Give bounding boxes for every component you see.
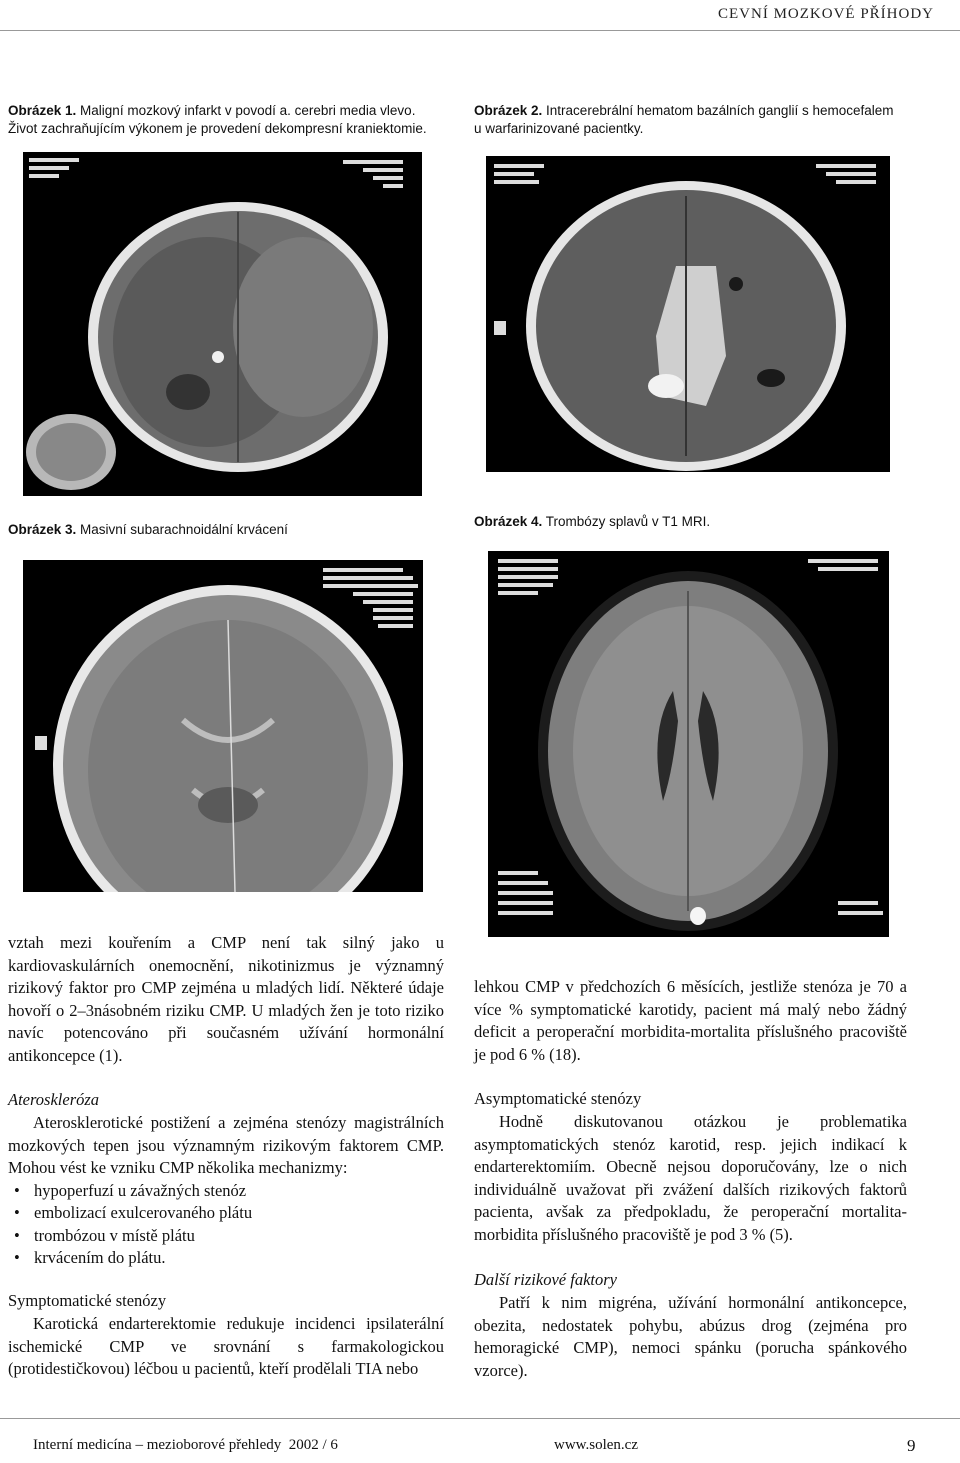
symptomatic-section (8, 1313, 444, 1381)
list-item: • krvácením do plátu. (8, 1247, 444, 1270)
list-item: • hypoperfuzí u závažných stenóz (8, 1180, 444, 1203)
figure-2-ct-image (486, 156, 890, 472)
figure-1-ct-image (23, 152, 422, 496)
asymptomatic-section (474, 1111, 907, 1246)
figure-3-label: Obrázek 3. (8, 522, 77, 537)
mechanism-list (8, 1180, 444, 1270)
symptomatic-paragraph: Karotická endarterektomie redukuje incidenci ipsilaterální ischemické CMP ve srovnání s farmakologickou (protidestičkovou) léčbou u pacientů, kteří prodělali TIA nebo (8, 1314, 444, 1378)
other-factors-paragraph: Patří k nim migréna, užívání hormonální antikoncepce, obezita, nedostatek pohybu, abúzus drog (zejména pro hemoragické CMP), nemoci spánku (porucha spánkového vzorce). (474, 1293, 907, 1380)
journal-name: Interní medicína – mezioborové přehledy 2002 / 6 (33, 1437, 338, 1453)
intro-paragraph: vztah mezi kouřením a CMP není tak silný jako u kardiovaskulárních onemocnění, nikotinizmus je významný rizikový faktor pro CMP zejména u mladých lidí. Některé údaje hovoří o 2–3násobném riziku CMP. U mladých žen je toto riziko navíc potencováno při současném užívání hormonální antikoncepce (1). (8, 933, 444, 1065)
figure-1-label: Obrázek 1. (8, 103, 77, 118)
figure-1-caption (8, 102, 428, 138)
asymptomatic-paragraph: Hodně diskutovanou otázkou je problematika asymptomatických stenóz karotid, resp. jejich indikací k endarterektomiím. Obecně nejsou doporučovány, lze o nich individuálně uvažovat při zvážení dalších rizikových faktorů pacienta, avšak za předpokladu, že peroperační mortalita-morbidita příslušného pracoviště je pod 3 % (5). (474, 1112, 907, 1244)
footer-rule (0, 1418, 960, 1419)
other-factors-heading: Další rizikové faktory (474, 1270, 617, 1289)
asymptomatic-heading: Asymptomatické stenózy (474, 1089, 642, 1108)
figure-4-label: Obrázek 4. (474, 514, 543, 529)
list-item: • trombózou v místě plátu (8, 1225, 444, 1248)
right-column (474, 976, 907, 1066)
other-factors-section (474, 1292, 907, 1382)
figure-2-text: Intracerebrální hematom bazálních ganglií s hemocefalem u warfarinizované pacientky. (474, 103, 894, 136)
figure-2-caption (474, 102, 904, 138)
figure-4-caption (474, 513, 904, 531)
header-rule (0, 30, 960, 31)
left-column (8, 932, 444, 1067)
continued-paragraph: lehkou CMP v předchozích 6 měsících, jestliže stenóza je 70 a více % symptomatické karotidy, pacient má malý nebo žádný deficit a peroperační morbidita-mortalita příslušného pracoviště je pod 6 % (18). (474, 977, 907, 1064)
atherosclerosis-section (8, 1112, 444, 1270)
symptomatic-heading: Symptomatické stenózy (8, 1291, 167, 1310)
figure-2-label: Obrázek 2. (474, 103, 543, 118)
figure-3-caption (8, 521, 428, 539)
figure-4-mri-image (488, 551, 889, 937)
atherosclerosis-heading: Ateroskleróza (8, 1090, 100, 1109)
figure-4-text: Trombózy splavů v T1 MRI. (542, 514, 711, 529)
figure-3-ct-image (23, 560, 423, 892)
atherosclerosis-paragraph: Aterosklerotické postižení a zejména stenózy magistrálních mozkových tepen jsou významným rizikovým faktorem CMP. Mohou vést ke vzniku CMP několika mechanizmy: (8, 1113, 444, 1177)
list-item: • embolizací exulcerovaného plátu (8, 1202, 444, 1225)
running-header: CEVNÍ MOZKOVÉ PŘÍHODY (718, 6, 934, 22)
website-link[interactable]: www.solen.cz (554, 1437, 639, 1453)
page-number: 9 (907, 1436, 916, 1455)
figure-1-text: Maligní mozkový infarkt v povodí a. cerebri media vlevo. Život zachraňujícím výkonem je provedení dekompresní kraniektomie. (8, 103, 427, 136)
figure-3-text: Masivní subarachnoidální krvácení (76, 522, 288, 537)
